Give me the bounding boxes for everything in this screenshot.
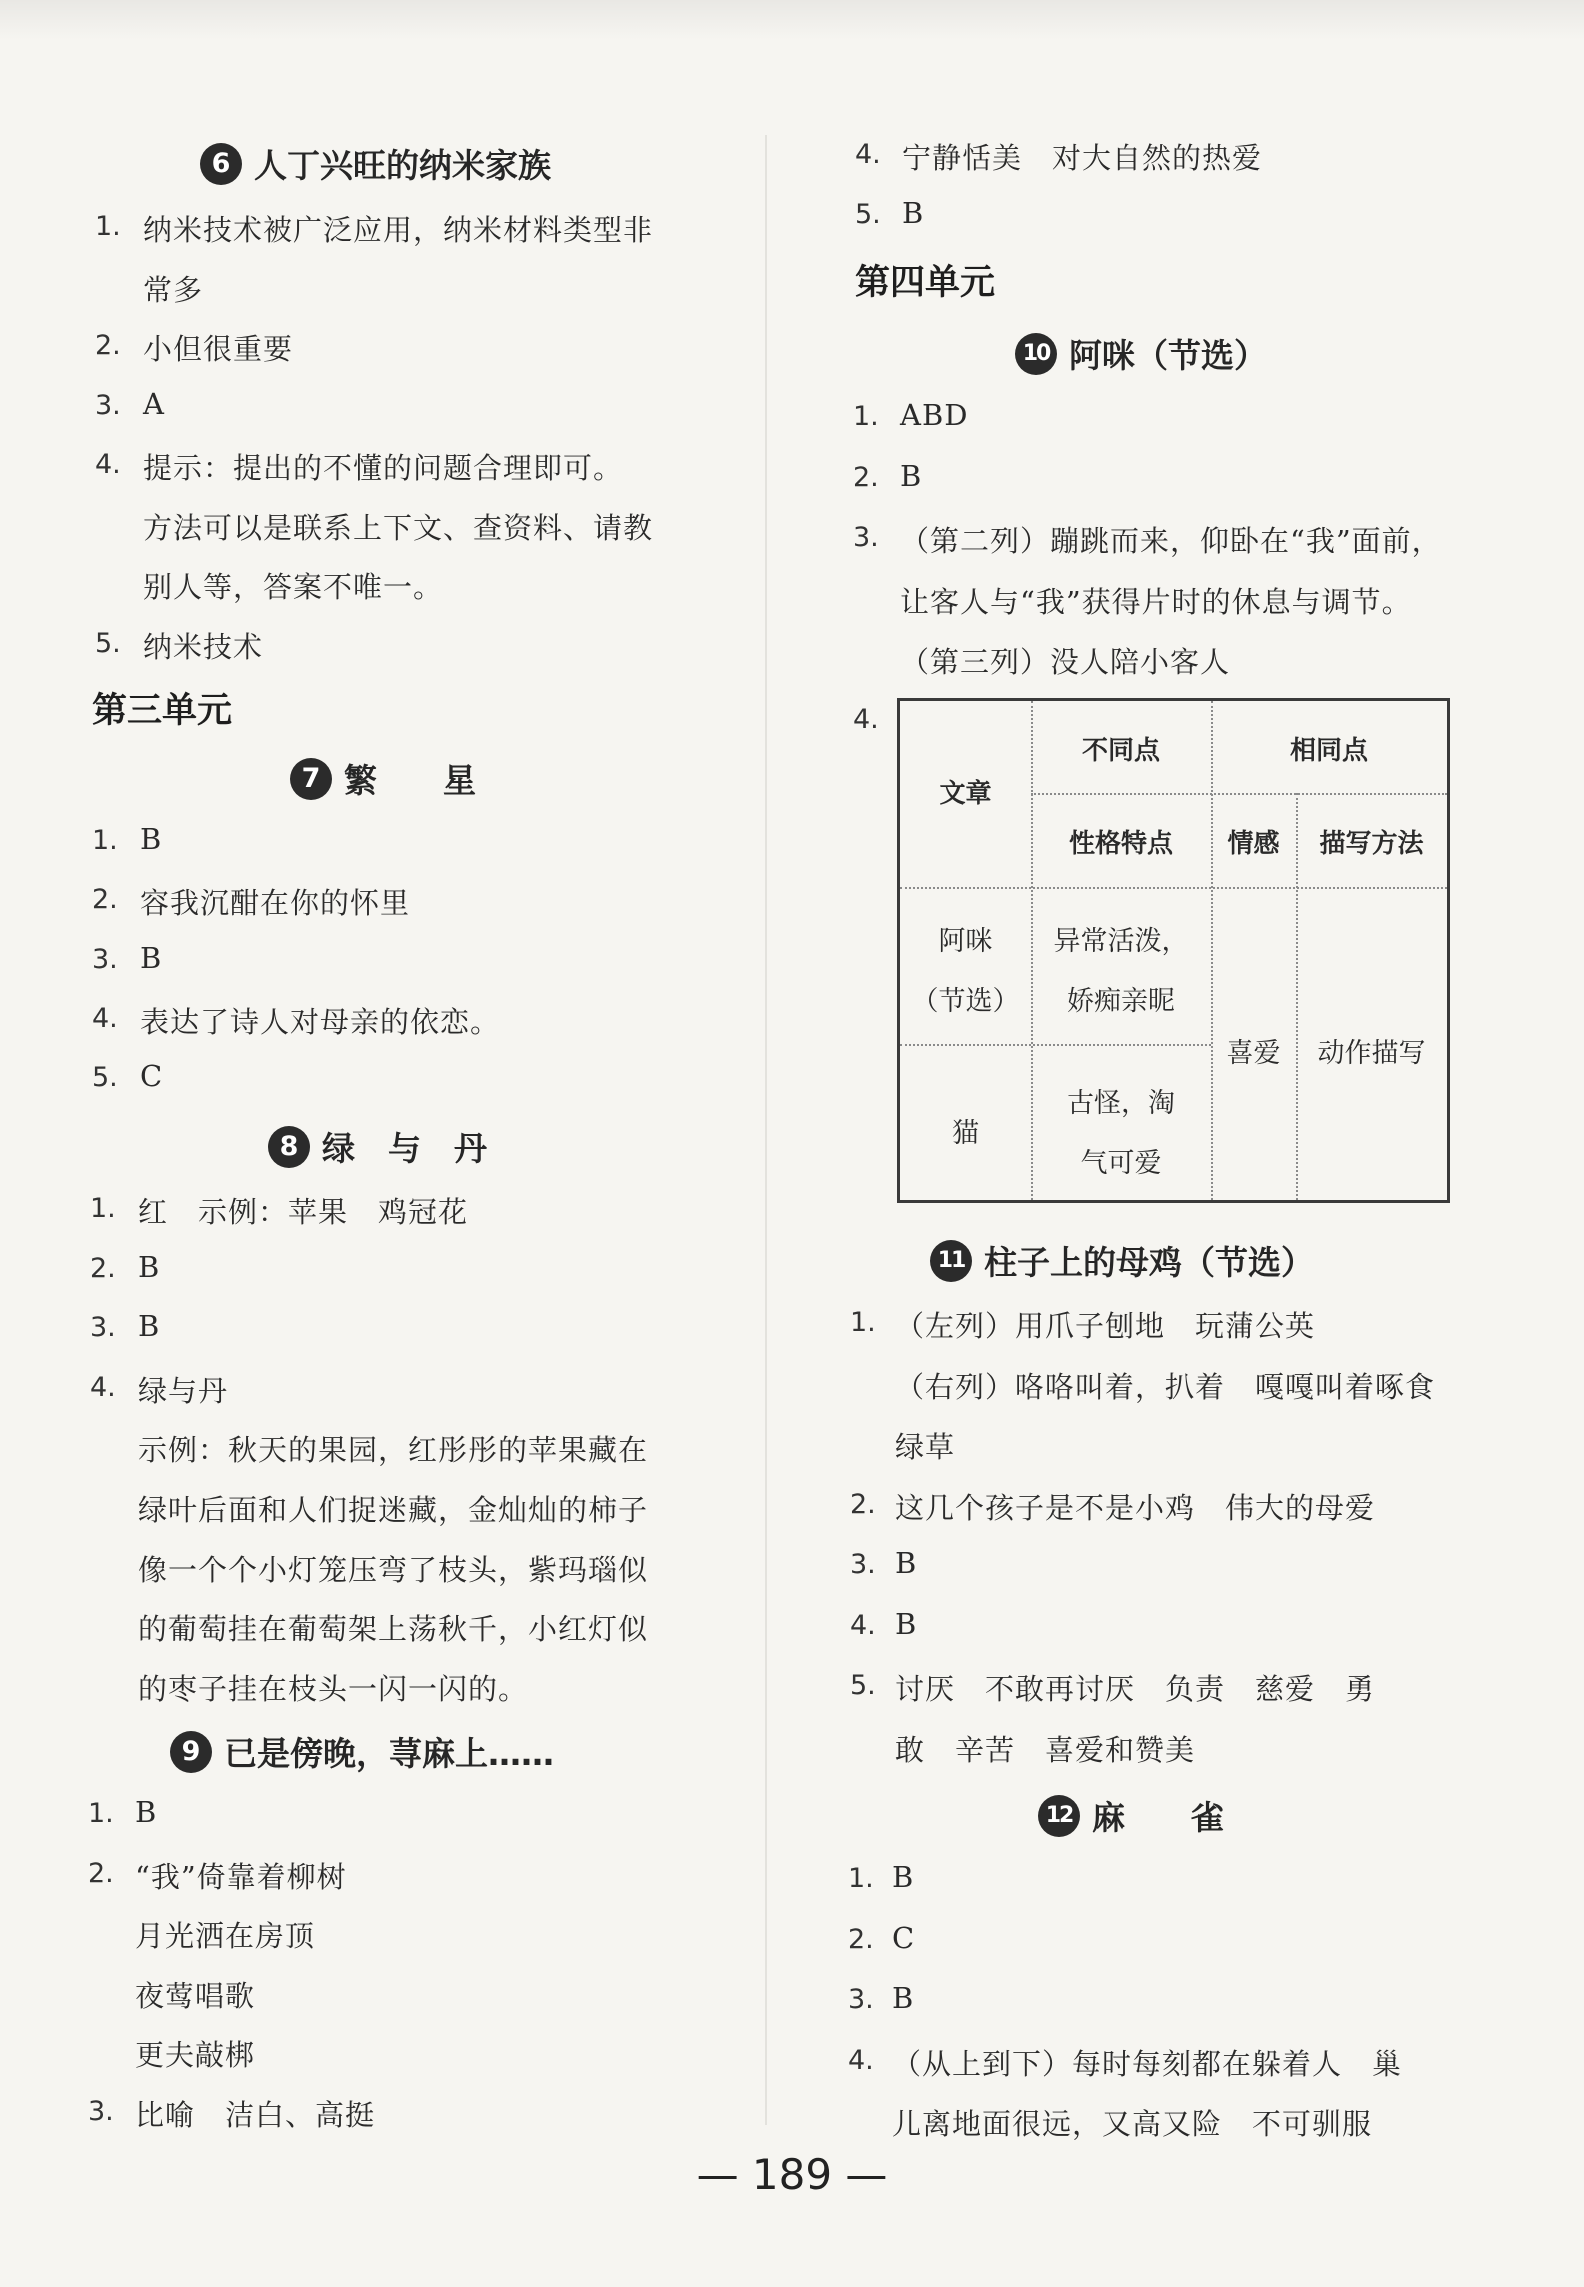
shared-method: 动作描写: [1317, 1038, 1426, 1069]
row-amí-name: 阿咪: [938, 926, 993, 957]
answer-text: C: [892, 1920, 916, 1955]
table-hline: [1031, 793, 1447, 795]
row-cat-trait: 气可爱: [1080, 1148, 1162, 1179]
answer-number: 1.: [92, 825, 118, 856]
answer-text: B: [140, 822, 163, 856]
section-9-badge: 9: [170, 1731, 212, 1773]
table-hline: [900, 1044, 1211, 1046]
answer-text: B: [902, 195, 925, 230]
answer-number: 4.: [90, 1371, 116, 1403]
answer-number: 2.: [853, 461, 879, 493]
answer-text: ABD: [900, 398, 969, 432]
answer-text: 方法可以是联系上下文、查资料、请教: [143, 510, 654, 545]
answer-text: B: [892, 1981, 915, 2015]
answer-number: 3.: [848, 1984, 874, 2015]
section-8-title: 8 绿 与 丹: [268, 1123, 487, 1170]
answer-number: 2.: [92, 884, 118, 916]
answer-text: 小但很重要: [143, 332, 294, 366]
answer-number: 2.: [850, 1488, 876, 1520]
answer-text: 的枣子挂在枝头一闪一闪的。: [138, 1671, 529, 1706]
answer-text: B: [138, 1309, 161, 1344]
answer-number: 5.: [850, 1670, 876, 1701]
header-emotion: 情感: [1227, 829, 1280, 859]
answer-text: 像一个个小灯笼压弯了枝头，紫玛瑙似: [138, 1552, 649, 1587]
answer-text: 这几个孩子是不是小鸡 伟大的母爱: [895, 1490, 1376, 1525]
answer-number: 2.: [90, 1252, 116, 1284]
answer-text: 绿叶后面和人们捉迷藏，金灿灿的柿子: [138, 1493, 649, 1527]
answer-text: 绿与丹: [138, 1373, 229, 1408]
answer-text: 纳米技术被广泛应用，纳米材料类型非: [143, 213, 654, 247]
answer-number: 4.: [848, 2044, 874, 2076]
table-hline: [900, 887, 1447, 889]
answer-text: 儿离地面很远，又高又险 不可驯服: [892, 2107, 1373, 2141]
section-12-badge: 12: [1038, 1795, 1080, 1837]
answer-text: 示例：秋天的果园，红彤彤的苹果藏在: [138, 1433, 649, 1468]
answer-number: 1.: [853, 401, 879, 432]
answer-number: 4.: [855, 139, 881, 170]
answer-number: 1.: [90, 1193, 116, 1224]
unit-3-title: 第三单元: [92, 691, 233, 731]
section-10-badge: 10: [1015, 333, 1057, 375]
section-12-title: 12 麻 雀: [1038, 1792, 1224, 1839]
section-6-badge: 6: [200, 143, 242, 185]
answer-text: 提示：提出的不懂的问题合理即可。: [143, 451, 624, 485]
header-trait: 性格特点: [1068, 829, 1173, 859]
answer-number: 2.: [848, 1923, 874, 1955]
answer-number: 3.: [850, 1549, 876, 1580]
answer-text: 表达了诗人对母亲的依恋。: [140, 1004, 501, 1039]
section-10-title: 10 阿咪（节选）: [1015, 330, 1267, 377]
comparison-table: [897, 698, 1450, 1203]
answer-text: 敢 辛苦 喜爱和赞美: [895, 1732, 1196, 1767]
answer-text: 纳米技术: [143, 629, 264, 664]
answer-number: 1.: [848, 1863, 874, 1894]
answer-text: B: [138, 1249, 161, 1284]
answer-number: 3.: [90, 1312, 116, 1344]
section-11-badge: 11: [930, 1240, 972, 1282]
row-ami-trait: 异常活泼，: [1053, 926, 1189, 957]
answer-number: 5.: [92, 1062, 118, 1094]
row-ami-trait: 娇痴亲昵: [1067, 986, 1175, 1017]
answer-text: 绿草: [895, 1430, 956, 1464]
unit-4-title: 第四单元: [855, 263, 996, 303]
answer-number: 1.: [95, 211, 121, 242]
section-6-title: 6 人丁兴旺的纳米家族: [200, 140, 551, 187]
answer-text: “我”倚靠着柳树: [135, 1859, 347, 1894]
answer-text: A: [143, 386, 165, 421]
answer-number: 1.: [88, 1798, 114, 1829]
answer-number: 5.: [855, 198, 881, 230]
answer-text: B: [900, 458, 923, 493]
shared-emotion: 喜爱: [1226, 1038, 1281, 1069]
answer-text: B: [895, 1546, 918, 1580]
answer-number: 3.: [95, 389, 121, 421]
answer-text: （从上到下）每时每刻都在躲着人 巢: [892, 2046, 1403, 2081]
page-top-shade: [0, 0, 1584, 40]
answer-number: 4.: [853, 703, 879, 735]
answer-number: 3.: [92, 943, 118, 975]
row-cat-trait: 古怪，淘: [1067, 1088, 1175, 1119]
header-similarity: 相同点: [1289, 736, 1368, 766]
answer-number: 1.: [850, 1307, 876, 1338]
answer-text: B: [895, 1606, 918, 1641]
answer-text: 夜莺唱歌: [135, 1978, 256, 2013]
answer-text: 比喻 洁白、高挺: [135, 2098, 376, 2132]
row-ami-name-suffix: （节选）: [911, 986, 1020, 1017]
section-7-title: 7 繁 星: [290, 755, 476, 802]
page-number: — 189 —: [696, 2150, 888, 2199]
answer-number: 4.: [850, 1609, 876, 1641]
answer-text: 红 示例：苹果 鸡冠花: [138, 1195, 469, 1229]
answer-text: B: [892, 1860, 915, 1894]
answer-text: （右列）咯咯叫着，扒着 嘎嘎叫着啄食: [895, 1369, 1436, 1404]
section-8-badge: 8: [268, 1126, 310, 1168]
answer-number: 3.: [88, 2096, 114, 2127]
answer-text: 的葡萄挂在葡萄架上荡秋千，小红灯似: [138, 1612, 649, 1647]
answer-text: （第二列）蹦跳而来，仰卧在“我”面前，: [900, 524, 1442, 558]
answer-text: B: [135, 1795, 158, 1829]
header-difference: 不同点: [1081, 736, 1160, 766]
section-9-title: 9 已是傍晚，荨麻上……: [170, 1728, 554, 1775]
answer-text: C: [140, 1059, 164, 1094]
answer-text: 更夫敲梆: [135, 2038, 256, 2073]
answer-number: 4.: [92, 1002, 118, 1034]
section-11-title: 11 柱子上的母鸡（节选）: [930, 1237, 1314, 1284]
answer-number: 2.: [95, 330, 121, 361]
answer-text: （左列）用爪子刨地 玩蒲公英: [895, 1309, 1316, 1343]
section-7-badge: 7: [290, 758, 332, 800]
answer-text: 容我沉酣在你的怀里: [140, 886, 411, 921]
row-cat-name: 猫: [952, 1118, 979, 1149]
header-article: 文章: [939, 779, 992, 809]
answer-number: 4.: [95, 449, 121, 480]
column-divider: [765, 135, 767, 2125]
answer-number: 3.: [853, 522, 879, 553]
answer-number: 5.: [95, 627, 121, 659]
answer-text: 别人等，答案不唯一。: [143, 570, 444, 604]
answer-text: 宁静恬美 对大自然的热爱: [902, 141, 1263, 175]
answer-text: 让客人与“我”获得片时的休息与调节。: [900, 584, 1412, 619]
answer-number: 2.: [88, 1857, 114, 1889]
answer-text: （第三列）没人陪小客人: [900, 645, 1231, 679]
answer-text: B: [140, 940, 163, 975]
answer-text: 讨厌 不敢再讨厌 负责 慈爱 勇: [895, 1672, 1376, 1706]
table-vline: [1211, 701, 1213, 1200]
answer-text: 常多: [143, 272, 204, 307]
header-method: 描写方法: [1319, 829, 1424, 859]
answer-text: 月光洒在房顶: [135, 1919, 316, 1954]
